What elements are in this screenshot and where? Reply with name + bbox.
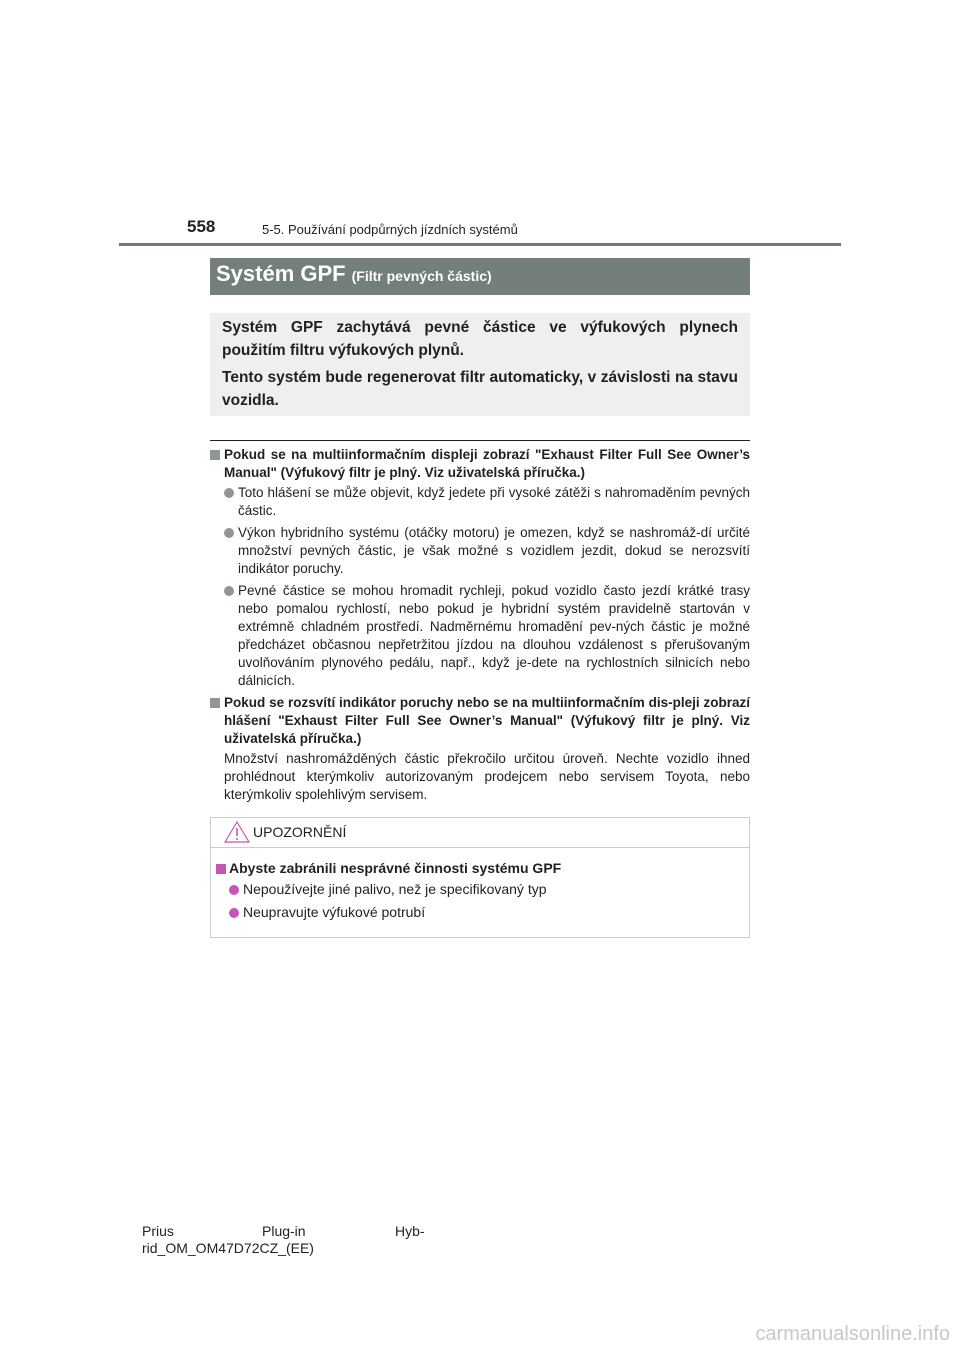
section-title: 5-5. Používání podpůrných jízdních systémů — [262, 222, 518, 237]
section-heading-2-text: Pokud se rozsvítí indikátor poruchy nebo se na multiinformačním dis-pleji zobrazí hlášení "Exhaust Filter Full See Owner’s Manual" (Výfukový filtr je plný. Viz uživatelská příručka.) — [224, 695, 750, 746]
caution-heading — [216, 860, 561, 876]
round-bullet-icon — [224, 488, 234, 498]
page-title — [216, 261, 492, 287]
caution-item-text: Neupravujte výfukové potrubí — [243, 904, 426, 920]
square-bullet-icon — [210, 450, 220, 460]
page-title-sub: (Filtr pevných částic) — [351, 268, 492, 284]
footer-plugin: Plug-in — [262, 1223, 306, 1239]
square-bullet-icon — [216, 864, 226, 874]
caution-item — [229, 881, 547, 897]
intro-box — [210, 313, 750, 416]
caution-box — [210, 817, 750, 938]
round-bullet-icon — [229, 885, 239, 895]
page-title-main: Systém GPF — [216, 261, 346, 286]
section-paragraph: Množství nashromážděných částic překročilo určitou úroveň. Nechte vozidlo ihned prohlédnout kterýmkoliv autorizovaným prodejcem nebo servisem Toyota, nebo kterýmkoliv spolehlivým servisem. — [224, 751, 750, 802]
section-divider — [210, 440, 750, 441]
round-bullet-icon — [224, 586, 234, 596]
caution-heading-text: Abyste zabránili nesprávné činnosti systému GPF — [229, 860, 562, 876]
title-bar — [210, 258, 750, 295]
caution-item — [229, 904, 425, 920]
warning-triangle-icon — [224, 821, 250, 843]
section-heading-1 — [210, 446, 750, 482]
intro-paragraph-1: Systém GPF zachytává pevné částice ve výfukových plynech použitím filtru výfukových plynů. — [222, 319, 738, 359]
round-bullet-icon — [229, 908, 239, 918]
section-heading-1-text: Pokud se na multiinformačním displeji zobrazí "Exhaust Filter Full See Owner’s Manual" (Výfukový filtr je plný. Viz uživatelská příručka.) — [224, 447, 750, 480]
list-item — [210, 524, 750, 578]
footer-doc-code: rid_OM_OM47D72CZ_(EE) — [142, 1240, 314, 1256]
square-bullet-icon — [210, 698, 220, 708]
caution-label: UPOZORNĚNÍ — [253, 824, 347, 840]
round-bullet-icon — [224, 528, 234, 538]
footer-hyb: Hyb- — [395, 1223, 425, 1239]
content-body — [210, 446, 750, 808]
header-rule — [119, 243, 841, 246]
list-item — [210, 582, 750, 690]
watermark: carmanualsonline.info — [755, 1323, 950, 1345]
caution-header — [211, 818, 749, 848]
list-item — [210, 484, 750, 520]
caution-item-text: Nepoužívejte jiné palivo, než je specifikovaný typ — [243, 881, 547, 897]
list-item-text: Pevné částice se mohou hromadit rychleji, pokud vozidlo často jezdí krátké trasy nebo pomalou rychlostí, nebo pokud je hybridní systém pravidelně startován v extrémně chladném prostředí. Nadměrnému hromadění pev-ných částic je možné předcházet občasnou nepřetržitou jízdou na dlouhou vzdálenost s přerušovaným uvolňováním plynového pedálu, např., když je-dete na rychlostních silnicích nebo dálnicích. — [238, 583, 750, 688]
intro-paragraph-2: Tento systém bude regenerovat filtr automaticky, v závislosti na stavu vozidla. — [222, 369, 738, 409]
footer-model: Prius — [142, 1223, 174, 1239]
page-number: 558 — [187, 217, 216, 236]
list-item-text: Výkon hybridního systému (otáčky motoru) je omezen, když se nashromáž-dí určité množství pevných částic, je však možné s vozidlem jezdit, dokud se nerozsvítí indikátor poruchy. — [238, 525, 750, 576]
list-item-text: Toto hlášení se může objevit, když jedete při vysoké zátěži s nahromaděním pevných částic. — [238, 485, 750, 518]
section-heading-2 — [210, 694, 750, 748]
